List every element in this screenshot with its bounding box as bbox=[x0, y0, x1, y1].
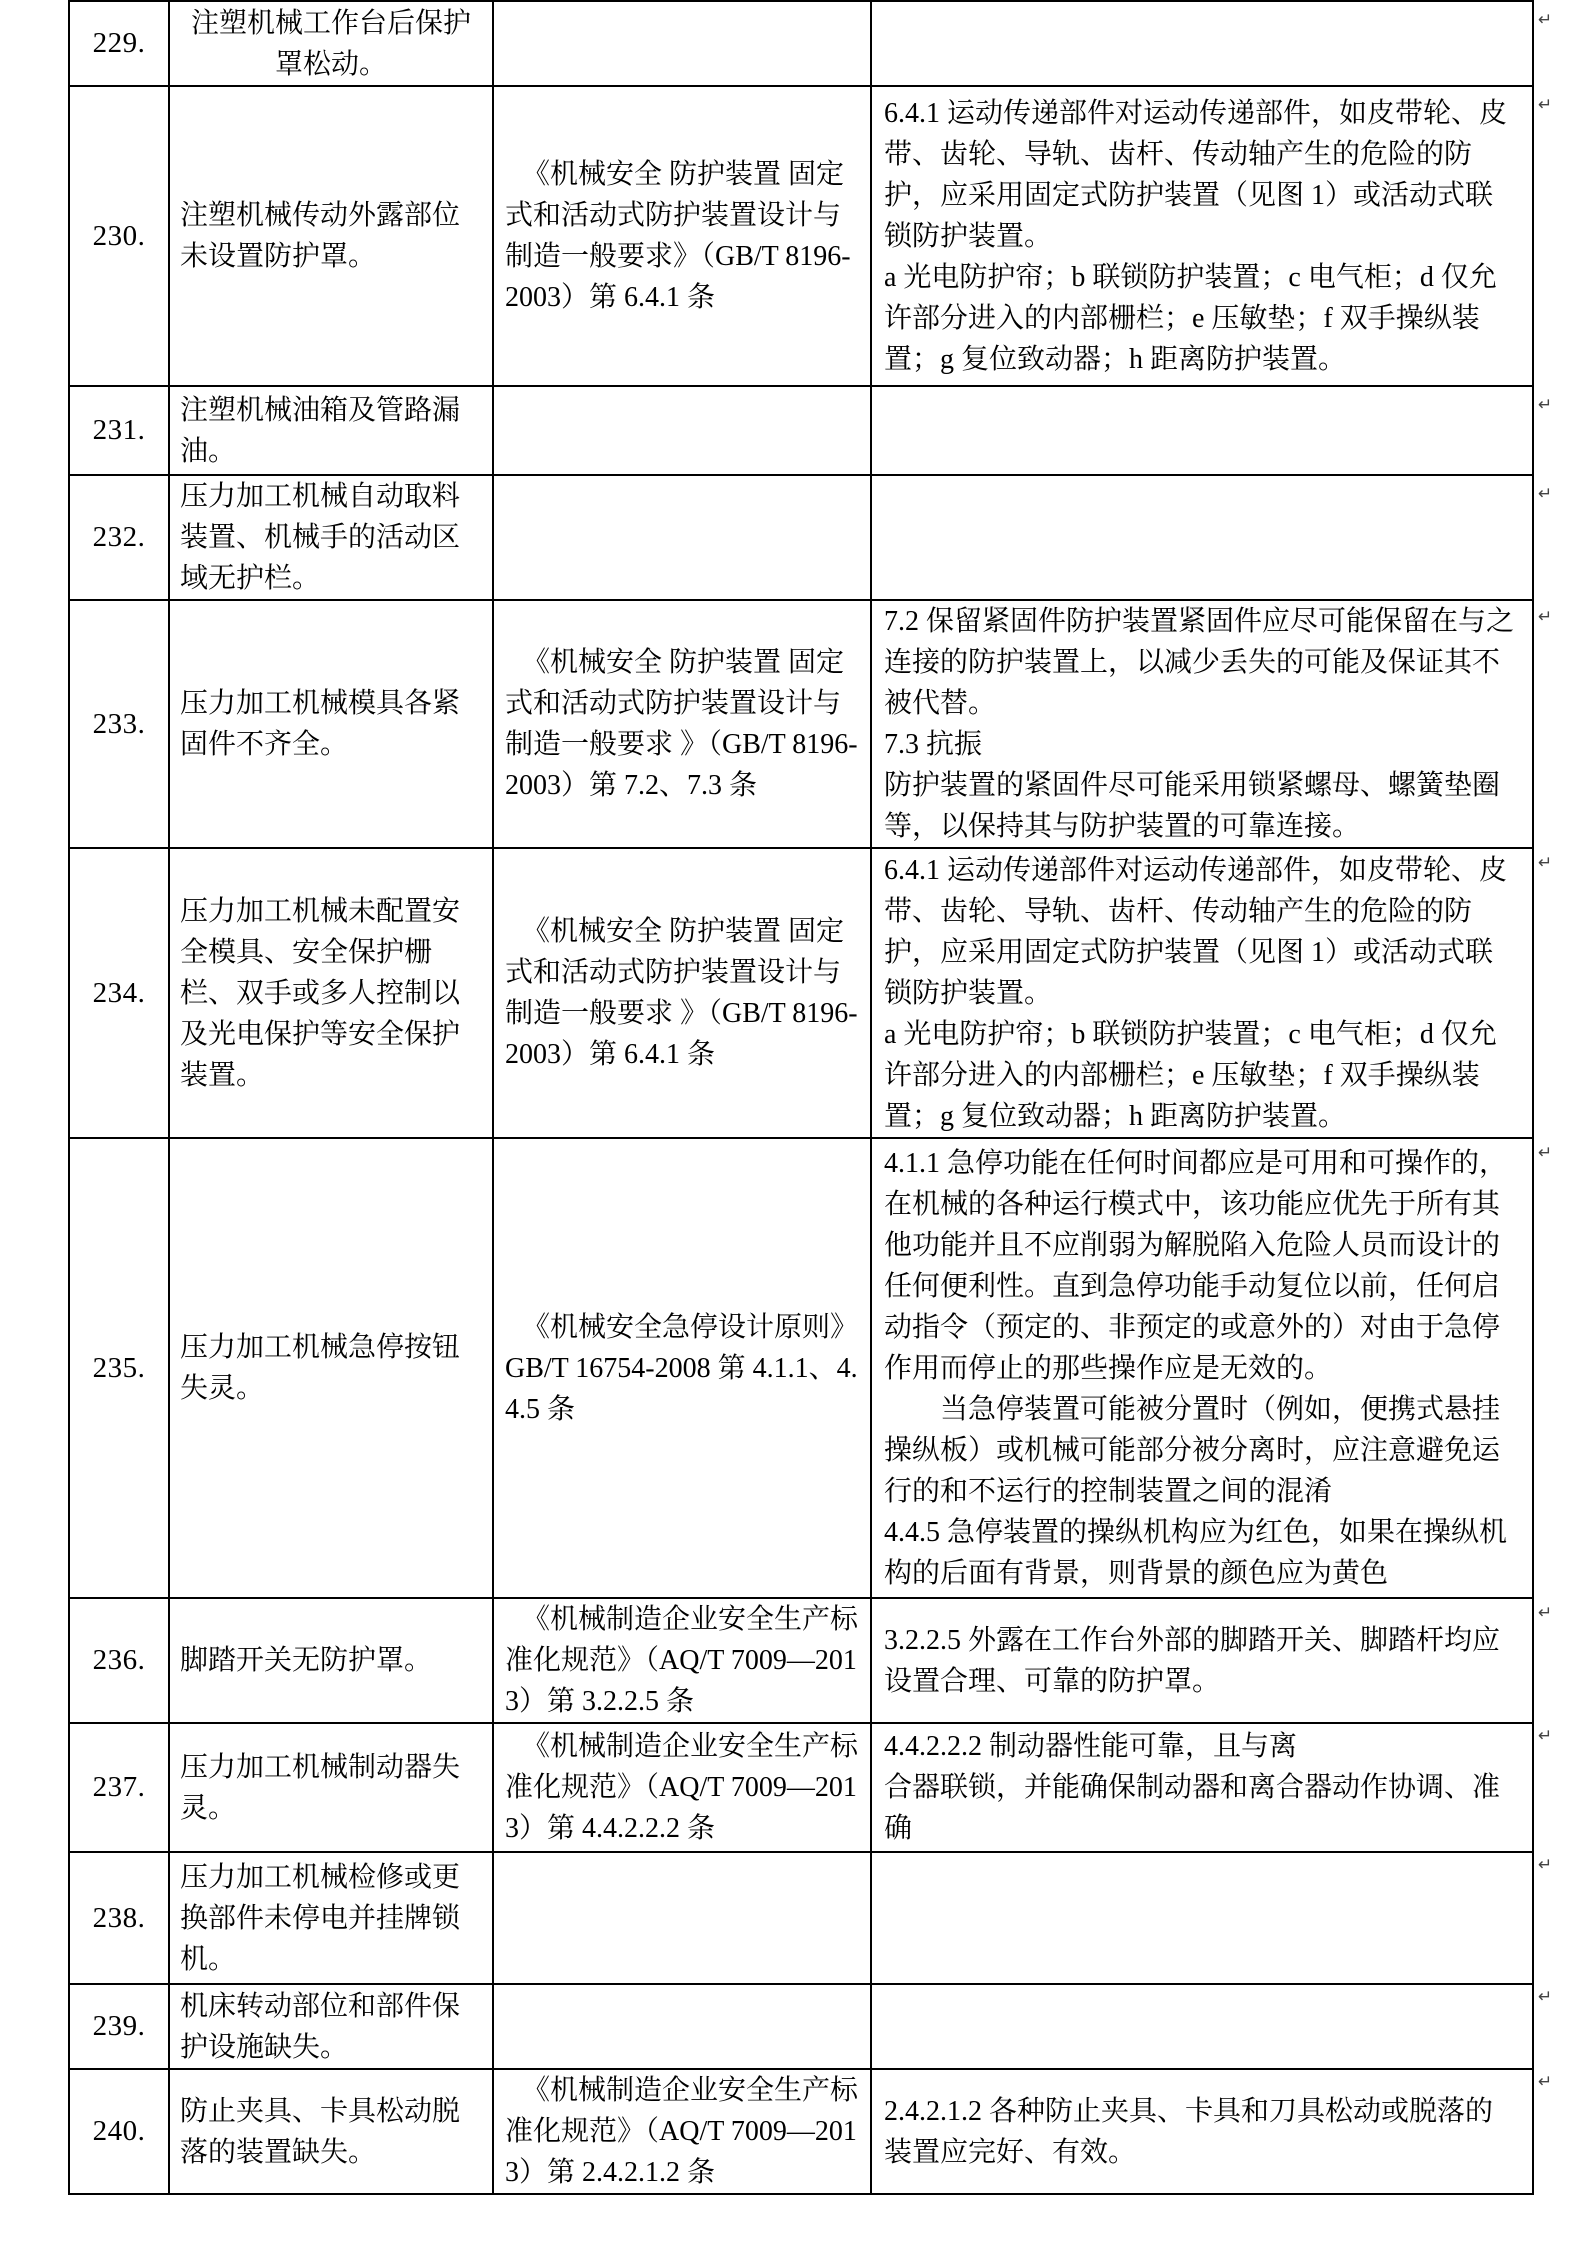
end-of-row-mark-icon: ↵ bbox=[1538, 1987, 1553, 2007]
clause-cell bbox=[871, 1984, 1533, 2069]
table-row bbox=[69, 1, 1533, 86]
end-of-row-mark-icon: ↵ bbox=[1538, 1143, 1553, 1163]
clause-paragraph: 2.4.2.1.2 各种防止夹具、卡具和刀具松动或脱落的装置应完好、有效。 bbox=[884, 2095, 1494, 2168]
issue-cell: 注塑机械工作台后保护罩松动。 bbox=[169, 1, 493, 86]
end-of-row-mark-icon: ↵ bbox=[1538, 1855, 1553, 1875]
row-number-cell: 229. bbox=[69, 1, 169, 86]
row-number-cell: 233. bbox=[69, 600, 169, 848]
basis-cell bbox=[493, 475, 871, 600]
clause-paragraph: 3.2.2.5 外露在工作台外部的脚踏开关、脚踏杆均应设置合理、可靠的防护罩。 bbox=[884, 1624, 1501, 1697]
clause-cell bbox=[871, 600, 1533, 848]
row-number-cell: 237. bbox=[69, 1723, 169, 1852]
end-of-row-mark-icon: ↵ bbox=[1538, 607, 1553, 627]
basis-text: 《机械安全急停设计原则》GB/T 16754-2008 第 4.1.1、4.4.5 条 bbox=[505, 1311, 859, 1425]
table-row bbox=[69, 848, 1533, 1138]
basis-cell bbox=[493, 1598, 871, 1723]
issue-cell: 压力加工机械急停按钮失灵。 bbox=[169, 1138, 493, 1598]
basis-cell bbox=[493, 1984, 871, 2069]
basis-cell bbox=[493, 1723, 871, 1852]
table-row bbox=[69, 386, 1533, 475]
table-row bbox=[69, 600, 1533, 848]
basis-text: 《机械安全 防护装置 固定式和活动式防护装置设计与制造一般要求 》（GB/T 8196-2003）第 7.2、7.3 条 bbox=[505, 647, 858, 801]
clause-paragraph: 4.4.5 急停装置的操纵机构应为红色，如果在操纵机构的后面有背景，则背景的颜色应为黄色 bbox=[884, 1516, 1508, 1589]
end-of-row-mark-icon: ↵ bbox=[1538, 484, 1553, 504]
end-of-row-mark-icon: ↵ bbox=[1538, 395, 1553, 415]
end-of-row-mark-icon: ↵ bbox=[1538, 10, 1553, 30]
end-of-row-mark-icon: ↵ bbox=[1538, 1603, 1553, 1623]
basis-text: 《机械制造企业安全生产标准化规范》（AQ/T 7009—2013）第 4.4.2.2.2 条 bbox=[505, 1731, 859, 1844]
end-of-row-mark-icon: ↵ bbox=[1538, 1726, 1553, 1746]
clause-cell bbox=[871, 1598, 1533, 1723]
row-number-cell: 232. bbox=[69, 475, 169, 600]
table-row bbox=[69, 1723, 1533, 1852]
issue-cell: 防止夹具、卡具松动脱落的装置缺失。 bbox=[169, 2069, 493, 2194]
basis-cell bbox=[493, 2069, 871, 2194]
basis-cell bbox=[493, 386, 871, 475]
issue-cell: 注塑机械传动外露部位未设置防护罩。 bbox=[169, 86, 493, 386]
clause-paragraph: 当急停装置可能被分置时（例如，便携式悬挂操纵板）或机械可能部分被分离时，应注意避免运行的和不运行的控制装置之间的混淆 bbox=[884, 1393, 1501, 1507]
issue-cell: 压力加工机械检修或更换部件未停电并挂牌锁机。 bbox=[169, 1852, 493, 1984]
clause-cell bbox=[871, 1852, 1533, 1984]
basis-text: 《机械制造企业安全生产标准化规范》（AQ/T 7009—2013）第 2.4.2.1.2 条 bbox=[505, 2075, 859, 2188]
basis-cell bbox=[493, 86, 871, 386]
basis-cell bbox=[493, 600, 871, 848]
end-of-row-mark-icon: ↵ bbox=[1538, 2072, 1553, 2092]
row-number-cell: 235. bbox=[69, 1138, 169, 1598]
row-number-cell: 230. bbox=[69, 86, 169, 386]
clause-paragraph: 6.4.1 运动传递部件对运动传递部件，如皮带轮、皮带、齿轮、导轨、齿杆、传动轴产生的危险的防护，应采用固定式防护装置（见图 1）或活动式联锁防护装置。 bbox=[884, 97, 1508, 252]
clause-cell bbox=[871, 1, 1533, 86]
table-row bbox=[69, 1598, 1533, 1723]
table-row bbox=[69, 86, 1533, 386]
row-number-cell: 234. bbox=[69, 848, 169, 1138]
basis-cell bbox=[493, 1852, 871, 1984]
issue-cell: 压力加工机械模具各紧固件不齐全。 bbox=[169, 600, 493, 848]
basis-text: 《机械安全 防护装置 固定式和活动式防护装置设计与制造一般要求 》（GB/T 8196-2003）第 6.4.1 条 bbox=[505, 916, 858, 1070]
clause-paragraph: 7.2 保留紧固件防护装置紧固件应尽可能保留在与之连接的防护装置上，以减少丢失的可能及保证其不被代替。 bbox=[884, 606, 1515, 719]
issue-cell: 压力加工机械未配置安全模具、安全保护栅栏、双手或多人控制以及光电保护等安全保护装置。 bbox=[169, 848, 493, 1138]
clause-cell bbox=[871, 1138, 1533, 1598]
clause-cell bbox=[871, 386, 1533, 475]
clause-cell bbox=[871, 86, 1533, 386]
basis-cell bbox=[493, 848, 871, 1138]
issue-cell: 脚踏开关无防护罩。 bbox=[169, 1598, 493, 1723]
end-of-row-mark-icon: ↵ bbox=[1538, 95, 1553, 115]
clause-paragraph: a 光电防护帘；b 联锁防护装置；c 电气柜；d 仅允许部分进入的内部栅栏；e 压敏垫；f 双手操纵装置；g 复位致动器；h 距离防护装置。 bbox=[884, 261, 1497, 375]
issue-cell: 压力加工机械制动器失灵。 bbox=[169, 1723, 493, 1852]
issue-cell: 机床转动部位和部件保护设施缺失。 bbox=[169, 1984, 493, 2069]
basis-text: 《机械安全 防护装置 固定式和活动式防护装置设计与制造一般要求》（GB/T 8196-2003）第 6.4.1 条 bbox=[505, 159, 851, 313]
row-number-cell: 231. bbox=[69, 386, 169, 475]
issue-cell: 注塑机械油箱及管路漏油。 bbox=[169, 386, 493, 475]
clause-paragraph: 7.3 抗振 bbox=[884, 729, 983, 760]
row-number-cell: 236. bbox=[69, 1598, 169, 1723]
clause-paragraph: 合器联锁，并能确保制动器和离合器动作协调、准确 bbox=[884, 1772, 1501, 1844]
row-number-cell: 238. bbox=[69, 1852, 169, 1984]
clause-paragraph: 防护装置的紧固件尽可能采用锁紧螺母、螺簧垫圈等，以保持其与防护装置的可靠连接。 bbox=[884, 770, 1501, 842]
safety-hazard-table bbox=[68, 0, 1534, 2195]
clause-cell bbox=[871, 475, 1533, 600]
clause-cell bbox=[871, 1723, 1533, 1852]
basis-text: 《机械制造企业安全生产标准化规范》（AQ/T 7009—2013）第 3.2.2.5 条 bbox=[505, 1604, 859, 1717]
row-number-cell: 240. bbox=[69, 2069, 169, 2194]
basis-cell bbox=[493, 1, 871, 86]
table-row bbox=[69, 2069, 1533, 2194]
end-of-row-mark-icon: ↵ bbox=[1538, 853, 1553, 873]
row-number-cell: 239. bbox=[69, 1984, 169, 2069]
issue-cell: 压力加工机械自动取料装置、机械手的活动区域无护栏。 bbox=[169, 475, 493, 600]
table-row bbox=[69, 1984, 1533, 2069]
basis-cell bbox=[493, 1138, 871, 1598]
clause-paragraph: 4.4.2.2.2 制动器性能可靠，且与离 bbox=[884, 1731, 1298, 1762]
clause-paragraph: 6.4.1 运动传递部件对运动传递部件，如皮带轮、皮带、齿轮、导轨、齿杆、传动轴产生的危险的防护，应采用固定式防护装置（见图 1）或活动式联锁防护装置。 bbox=[884, 854, 1508, 1009]
clause-paragraph: a 光电防护帘；b 联锁防护装置；c 电气柜；d 仅允许部分进入的内部栅栏；e 压敏垫；f 双手操纵装置；g 复位致动器；h 距离防护装置。 bbox=[884, 1018, 1497, 1132]
table-row bbox=[69, 475, 1533, 600]
clause-cell bbox=[871, 848, 1533, 1138]
clause-paragraph: 4.1.1 急停功能在任何时间都应是可用和可操作的，在机械的各种运行模式中，该功能应优先于所有其他功能并且不应削弱为解脱陷入危险人员而设计的任何便利性。直到急停功能手动复位以前，任何启动指令（预定的、非预定的或意外的）对由于急停作用而停止的那些操作应是无效的。 bbox=[884, 1147, 1508, 1384]
table-row bbox=[69, 1138, 1533, 1598]
clause-cell bbox=[871, 2069, 1533, 2194]
table-row bbox=[69, 1852, 1533, 1984]
